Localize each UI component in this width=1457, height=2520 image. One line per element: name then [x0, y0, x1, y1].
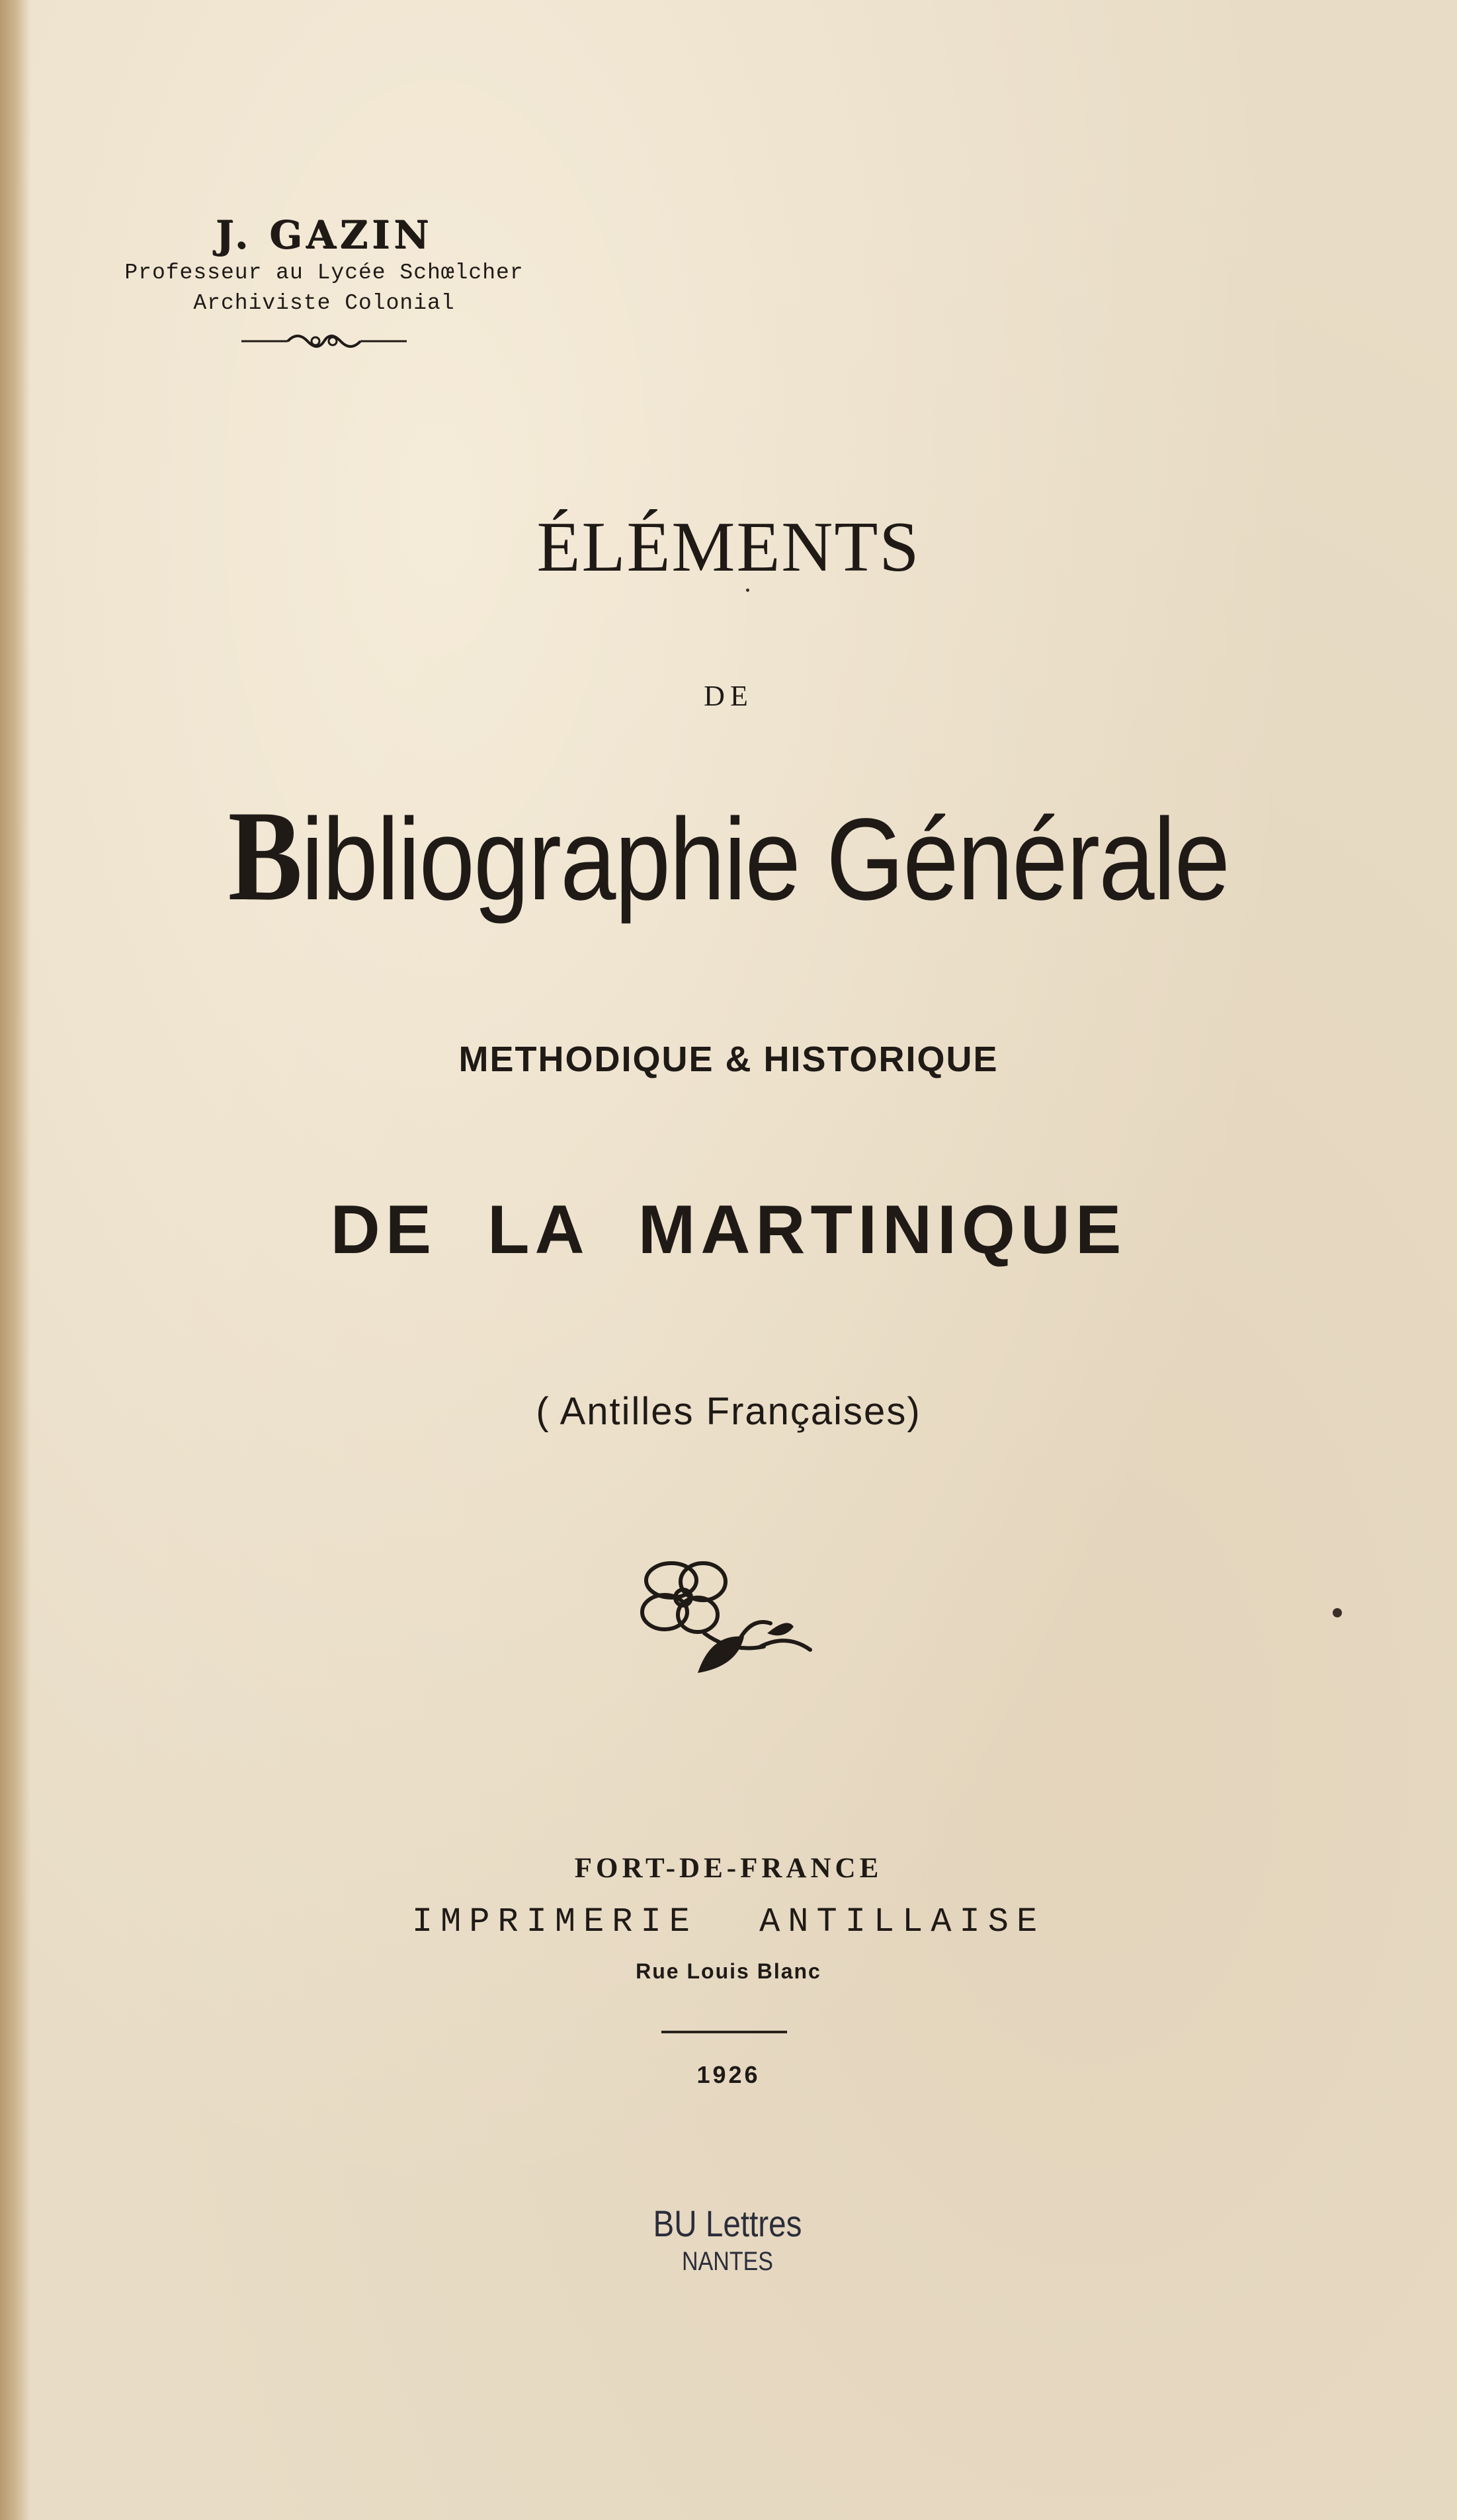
author-role: Archiviste Colonial [193, 291, 455, 315]
title-bibliographie-generale [102, 784, 1355, 928]
subtitle-antilles-francaises: ( Antilles Françaises) [536, 1390, 921, 1433]
author-name: J. GAZIN [215, 212, 433, 257]
author-position: Professeur au Lycée Schœlcher [124, 261, 524, 285]
stamp-library-name: BU Lettres [653, 2203, 802, 2244]
author-block [79, 212, 569, 358]
title-elements: ÉLÉMENTS [536, 508, 921, 587]
ink-speck [1333, 1608, 1342, 1617]
title-de-la-martinique: DE LA MARTINIQUE [330, 1192, 1127, 1268]
imprint-street: Rue Louis Blanc [636, 1959, 821, 1983]
subtitle-methodique-historique: METHODIQUE & HISTORIQUE [458, 1039, 999, 1079]
flower-vignette-icon [625, 1554, 823, 1686]
ink-speck [746, 589, 749, 592]
imprint-city: FORT-DE-FRANCE [574, 1853, 883, 1884]
library-stamp [569, 2202, 886, 2277]
title-bibliographie-rest: ibliographie Générale [301, 795, 1229, 924]
stamp-library-city: NANTES [682, 2247, 773, 2276]
imprint-printer: IMPRIMERIE ANTILLAISE [411, 1902, 1046, 1941]
imprint-year: 1926 [696, 2061, 761, 2088]
title-drop-letter: B [228, 784, 302, 928]
divider-rule [661, 2031, 787, 2033]
title-de: DE [704, 680, 753, 712]
scroll-ornament-icon [241, 328, 407, 354]
